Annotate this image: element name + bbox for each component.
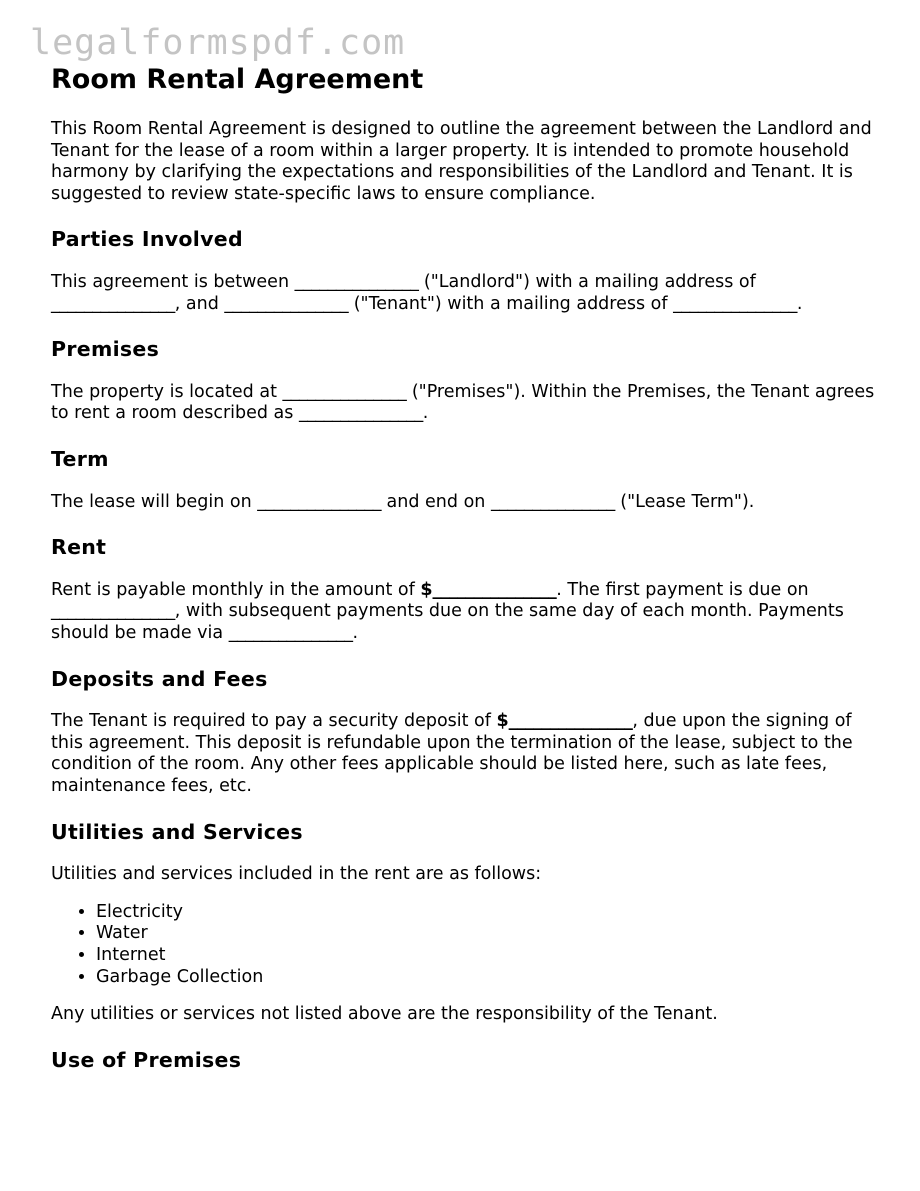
blank-field[interactable]: _______________ xyxy=(51,293,175,314)
section-heading: Term xyxy=(51,447,109,472)
blank-field[interactable]: _______________ xyxy=(490,491,615,512)
blank-field[interactable]: _______________ xyxy=(224,293,349,314)
section-premises xyxy=(51,337,881,425)
list-item: • Water xyxy=(96,923,881,945)
section-parties xyxy=(51,227,881,315)
blank-field[interactable]: _______________ xyxy=(282,381,407,402)
utilities-list xyxy=(51,902,881,988)
list-item: • Garbage Collection xyxy=(96,967,881,989)
blank-field[interactable]: _______________ xyxy=(298,403,423,424)
section-heading: Utilities and Services xyxy=(51,819,303,844)
amount-field[interactable]: $_______________ xyxy=(420,579,557,600)
premises-paragraph: The property is located at _______________ ("Premises"). Within the Premises, the Tenant agrees to rent a room described as _______________. xyxy=(51,381,875,424)
section-utilities xyxy=(51,820,881,1026)
section-heading: Deposits and Fees xyxy=(51,666,268,691)
rent-paragraph: Rent is payable monthly in the amount of $_______________. The first payment is due on _______________, with subsequent payments due on the same day of each month. Payments should be made via _______________. xyxy=(51,579,844,643)
section-heading: Use of Premises xyxy=(51,1047,242,1072)
intro-paragraph: This Room Rental Agreement is designed to outline the agreement between the Landlord and Tenant for the lease of a room within a larger property. It is intended to promote household harmony by clarifying the expectations and responsibilities of the Landlord and Tenant. It is suggested to review state-specific laws to ensure compliance. xyxy=(51,119,872,204)
section-heading: Parties Involved xyxy=(51,227,243,252)
utilities-intro: Utilities and services included in the rent are as follows: xyxy=(51,864,542,885)
section-heading: Rent xyxy=(51,535,107,560)
section-use xyxy=(51,1048,881,1073)
blank-field[interactable]: _______________ xyxy=(294,272,419,293)
term-paragraph: The lease will begin on _______________ and end on _______________ ("Lease Term"). xyxy=(51,491,755,512)
document-page xyxy=(51,62,881,1092)
list-item: • Electricity xyxy=(96,902,881,924)
blank-field[interactable]: _______________ xyxy=(673,293,797,314)
section-rent xyxy=(51,535,881,644)
document-title: Room Rental Agreement xyxy=(51,64,424,95)
parties-paragraph: This agreement is between _______________ ("Landlord") with a mailing address of _______________, and _______________ ("Tenant") with a mailing address of _______________. xyxy=(51,272,803,314)
section-deposits xyxy=(51,667,881,798)
utilities-outro: Any utilities or services not listed above are the responsibility of the Tenant. xyxy=(51,1004,718,1025)
blank-field[interactable]: _______________ xyxy=(257,491,381,512)
section-term xyxy=(51,447,881,513)
blank-field[interactable]: _______________ xyxy=(228,623,353,643)
list-item: • Internet xyxy=(96,945,881,967)
section-heading: Premises xyxy=(51,337,160,362)
blank-field[interactable]: _______________ xyxy=(51,601,175,622)
watermark: legalformspdf.com xyxy=(30,23,406,63)
deposits-paragraph: The Tenant is required to pay a security deposit of $_______________, due upon the signing of this agreement. This deposit is refundable upon the termination of the lease, subject to the condition of the room. Any other fees applicable should be listed here, such as late fees, maintenance fees, etc. xyxy=(51,711,853,796)
amount-field[interactable]: $_______________ xyxy=(496,711,633,732)
